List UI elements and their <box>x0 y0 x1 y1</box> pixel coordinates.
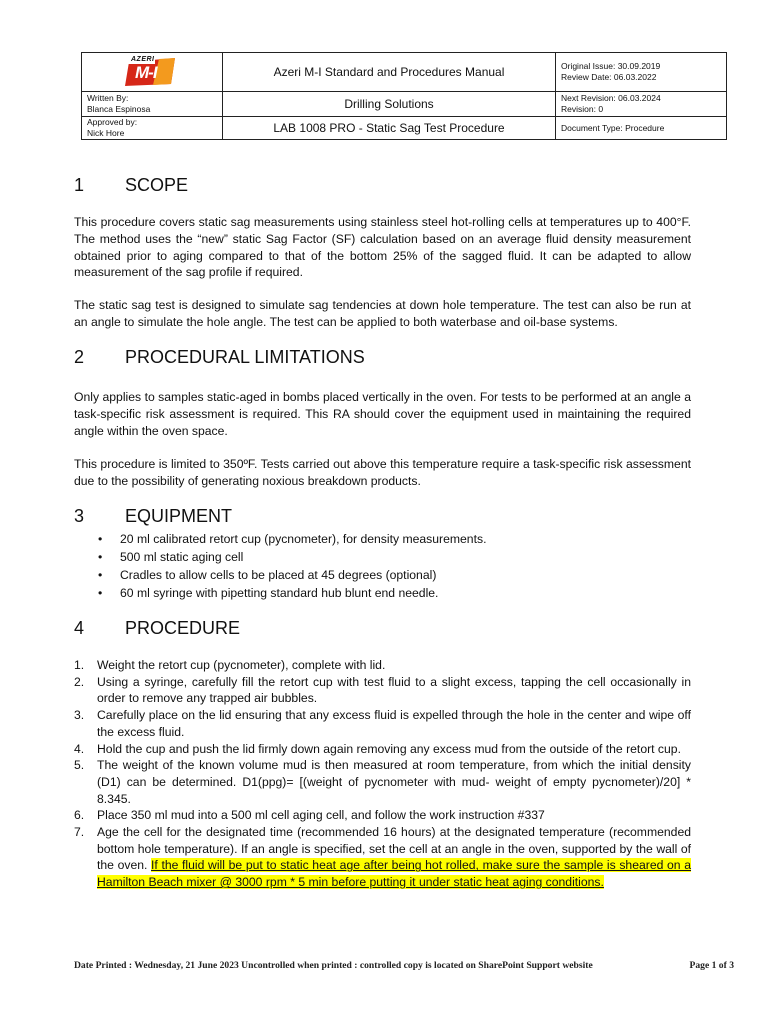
document-header-table <box>81 52 727 140</box>
step-text: Using a syringe, carefully fill the retort cup with test fluid to a slight excess, tapping the cell occasionally in order to remove any trapped air bubbles. <box>97 674 691 706</box>
review-date: Review Date: 06.03.2022 <box>561 72 657 82</box>
scope-paragraph-2: The static sag test is designed to simulate sag tendencies at down hole temperature. The test can also be run at an angle to simulate the hole angle. The test can be applied to both waterbase and oil-base systems. <box>74 298 691 329</box>
approved-by-cell <box>82 117 223 140</box>
original-issue: Original Issue: 30.09.2019 <box>561 61 661 71</box>
azeri-mi-logo <box>125 56 179 86</box>
section-heading-scope <box>74 175 188 196</box>
manual-title: Azeri M-I Standard and Procedures Manual <box>223 53 556 92</box>
step-number: 5. <box>74 758 85 773</box>
step-number: 2. <box>74 674 85 689</box>
procedure-step <box>74 741 691 758</box>
approved-by-name: Nick Hore <box>87 128 125 138</box>
procedure-steps <box>74 657 691 891</box>
section-heading-limitations <box>74 347 365 368</box>
step-number: 7. <box>74 825 85 840</box>
written-by-name: Blanca Espinosa <box>87 104 151 114</box>
limitations-paragraph-2: This procedure is limited to 350ºF. Tests carried out above this temperature require a task-specific risk assessment due to the possibility of generating noxious breakdown products. <box>74 457 691 488</box>
step-number: 3. <box>74 708 85 723</box>
step-text: Place 350 ml mud into a 500 ml cell aging cell, and follow the work instruction #337 <box>97 808 545 823</box>
written-by-cell <box>82 92 223 117</box>
written-by-label: Written By: <box>87 93 129 103</box>
procedure-step <box>74 707 691 740</box>
step-text: Hold the cup and push the lid firmly down again removing any excess mud from the outside of the retort cup. <box>97 741 681 756</box>
list-item: • 60 ml syringe with pipetting standard hub blunt end needle. <box>74 584 691 602</box>
step-text: Age the cell for the designated time (recommended 16 hours) at the designated temperature (recommended bottom hole temperature). If an angle is specified, set the cell at an angle in the oven, supported by the wall of the oven. <box>97 825 691 873</box>
next-revision: Next Revision: 06.03.2024 <box>561 93 661 103</box>
limitations-paragraph-1: Only applies to samples static-aged in bombs placed vertically in the oven. For tests to be performed at an angle a task-specific risk assessment is required. This RA should cover the equipment used in maintaining the required angle within the oven space. <box>74 390 691 438</box>
section-number: 2 <box>74 347 85 367</box>
step-text: The weight of the known volume mud is then measured at room temperature, from which the initial density (D1) can be determined. D1(ppg)= [(weight of pycnometer with mud- weight of empty pycnometer)/20] * 8.345. <box>97 758 691 806</box>
footer-page-number: Page 1 of 3 <box>689 960 734 971</box>
step-number: 1. <box>74 658 85 672</box>
equipment-list <box>74 530 691 602</box>
procedure-step <box>74 657 691 674</box>
logo-top-text: AZERI <box>131 55 155 63</box>
list-item: • 20 ml calibrated retort cup (pycnometer), for density measurements. <box>74 530 691 548</box>
procedure-step <box>74 757 691 807</box>
footer-print-note: Date Printed : Wednesday, 21 June 2023 Uncontrolled when printed : controlled copy is located on SharePoint Support website <box>74 960 593 971</box>
revision-number: Revision: 0 <box>561 104 604 114</box>
section-title: Drilling Solutions <box>223 92 556 117</box>
section-title: SCOPE <box>125 175 189 195</box>
logo-main-text: M-I <box>135 62 157 82</box>
scope-paragraph-1: This procedure covers static sag measurements using stainless steel hot-rolling cells at temperatures up to 400°F. The method uses the “new” static Sag Factor (SF) calculation based on an average fluid density measurement obtained prior to aging compared to that of the bottom 25% of the sagged fluid. It can be adapted to allow measurement of the sag profile if required. <box>74 215 691 280</box>
procedure-step <box>74 824 691 891</box>
step-number: 4. <box>74 741 85 756</box>
approved-by-label: Approved by: <box>87 117 138 127</box>
procedure-step <box>74 807 691 824</box>
highlighted-note: If the fluid will be put to static heat age after being hot rolled, make sure the sample is sheared on a Hamilton Beach mixer @ 3000 rpm * 5 min before putting it under static heat aging conditions. <box>97 858 691 890</box>
section-number: 1 <box>74 175 85 195</box>
step-text: Weight the retort cup (pycnometer), complete with lid. <box>97 658 386 672</box>
list-item: • Cradles to allow cells to be placed at 45 degrees (optional) <box>74 566 691 584</box>
revision-cell <box>556 92 727 117</box>
step-number: 6. <box>74 808 85 823</box>
section-title: EQUIPMENT <box>125 506 233 526</box>
document-type: Document Type: Procedure <box>556 117 727 140</box>
procedure-step <box>74 674 691 707</box>
issue-dates-cell <box>556 53 727 92</box>
logo-cell <box>82 53 223 92</box>
section-heading-equipment <box>74 506 232 527</box>
section-title: PROCEDURAL LIMITATIONS <box>125 347 365 367</box>
section-title: PROCEDURE <box>125 618 241 638</box>
section-number: 3 <box>74 506 85 526</box>
list-item: • 500 ml static aging cell <box>74 548 691 566</box>
section-heading-procedure <box>74 618 240 639</box>
step-text: Carefully place on the lid ensuring that any excess fluid is expelled through the hole in the center and wipe off the excess fluid. <box>97 708 691 739</box>
section-number: 4 <box>74 618 85 638</box>
procedure-title: LAB 1008 PRO - Static Sag Test Procedure <box>223 117 556 140</box>
